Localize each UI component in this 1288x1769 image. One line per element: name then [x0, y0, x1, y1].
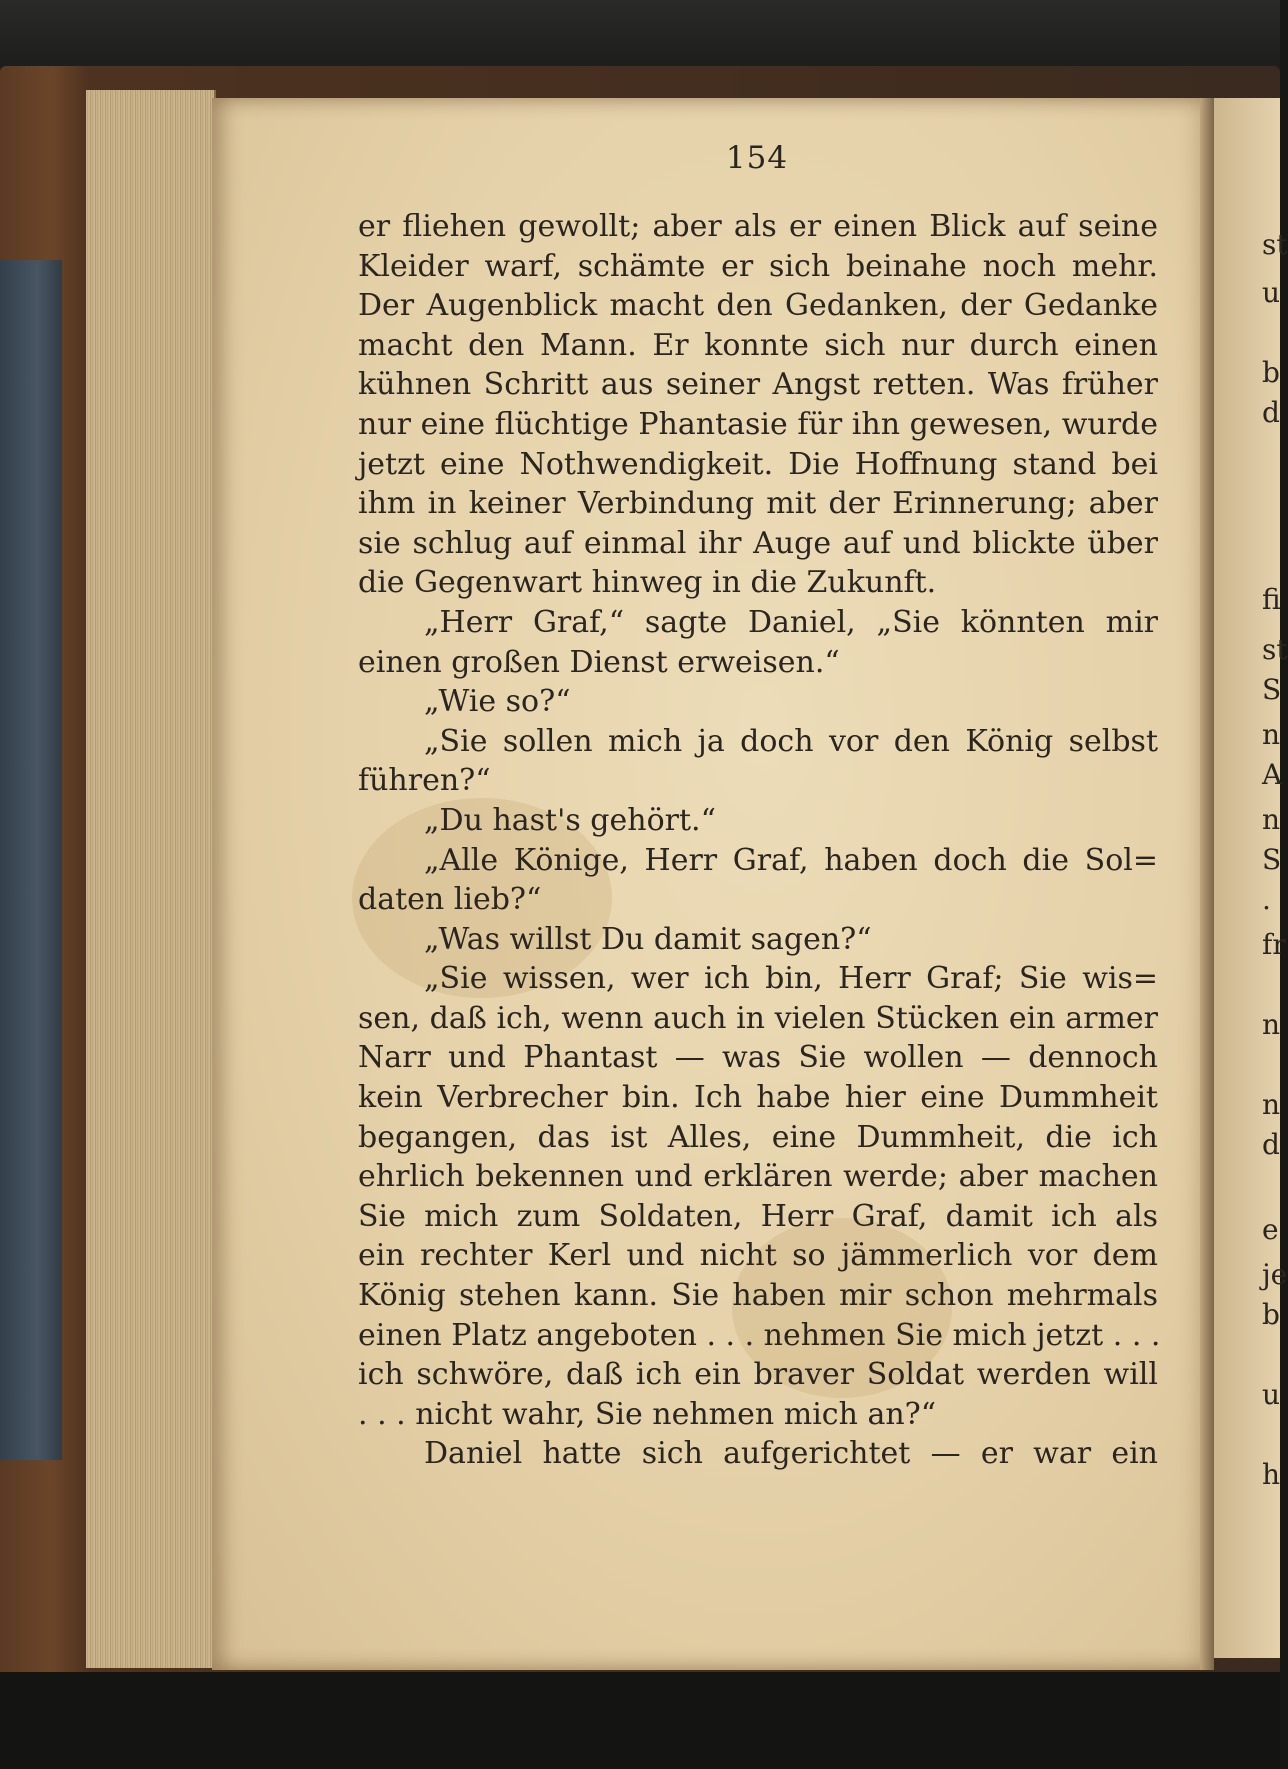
text-line: Sie mich zum Soldaten, Herr Graf, damit ich als: [358, 1198, 1158, 1234]
text-line: nur eine flüchtige Phantasie für ihn gewesen, wurde: [358, 406, 1158, 442]
right-page-fragment: u: [1262, 276, 1281, 309]
text-line: kein Verbrecher bin. Ich habe hier eine Dummheit: [358, 1080, 1158, 1116]
right-page-fragment: e: [1262, 1213, 1279, 1246]
text-line: „Wie so?“: [424, 684, 571, 720]
right-page-fragment: .: [1262, 883, 1271, 916]
right-page-fragment: d: [1262, 396, 1280, 429]
text-line: Daniel hatte sich aufgerichtet — er war ein: [424, 1436, 1158, 1472]
text-line: . . . nicht wahr, Sie nehmen mich an?“: [358, 1396, 937, 1432]
text-line: „Was willst Du damit sagen?“: [424, 921, 872, 957]
background-bottom: [0, 1672, 1280, 1769]
text-line: „Herr Graf,“ sagte Daniel, „Sie könnten mir: [424, 604, 1158, 640]
text-line: ein rechter Kerl und nicht so jämmerlich vor dem: [358, 1238, 1158, 1274]
page-edges: [86, 90, 216, 1668]
text-line: ich schwöre, daß ich ein braver Soldat werden will: [358, 1357, 1158, 1393]
right-page-fragment: h: [1262, 1458, 1281, 1491]
text-line: sie schlug auf einmal ihr Auge auf und blickte über: [358, 525, 1158, 561]
text-line: einen Platz angeboten . . . nehmen Sie mich jetzt . . .: [358, 1317, 1161, 1353]
right-page-fragment: n: [1262, 1088, 1281, 1121]
text-line: „Sie sollen mich ja doch vor den König selbst: [424, 723, 1158, 759]
book-gutter: [1200, 98, 1214, 1670]
text-line: Kleider warf, schämte er sich beinahe noch mehr.: [358, 248, 1158, 284]
right-page-fragment: b: [1262, 356, 1280, 389]
right-page-fragment: b: [1262, 1298, 1280, 1331]
text-line: macht den Mann. Er konnte sich nur durch einen: [358, 327, 1158, 363]
text-line: begangen, das ist Alles, eine Dummheit, die ich: [358, 1119, 1158, 1155]
text-line: einen großen Dienst erweisen.“: [358, 644, 840, 680]
text-line: die Gegenwart hinweg in die Zukunft.: [358, 565, 937, 601]
text-line: er fliehen gewollt; aber als er einen Blick auf seine: [358, 209, 1158, 244]
right-page-fragment: fi: [1262, 583, 1281, 616]
right-page-fragment: d: [1262, 1128, 1280, 1161]
right-page: [1214, 98, 1283, 1658]
text-line: kühnen Schritt aus seiner Angst retten. Was früher: [358, 367, 1158, 403]
text-line: „Sie wissen, wer ich bin, Herr Graf; Sie wis=: [424, 961, 1158, 997]
right-page-fragment: n: [1262, 1008, 1281, 1041]
right-page-fragment: n: [1262, 803, 1281, 836]
text-line: Narr und Phantast — was Sie wollen — dennoch: [358, 1040, 1158, 1076]
text-line: „Alle Könige, Herr Graf, haben doch die Sol=: [424, 842, 1158, 878]
right-page-fragment: S: [1262, 673, 1282, 706]
text-line: jetzt eine Nothwendigkeit. Die Hoffnung stand bei: [358, 446, 1158, 482]
right-page-fragment: je: [1262, 1258, 1288, 1291]
cover-cloth: [0, 260, 62, 1460]
text-line: führen?“: [358, 763, 491, 799]
right-page-fragment: fr: [1262, 928, 1286, 961]
text-line: sen, daß ich, wenn auch in vielen Stücken ein armer: [358, 1000, 1158, 1036]
text-line: ihm in keiner Verbindung mit der Erinnerung; aber: [358, 486, 1158, 522]
page-number: 154: [725, 140, 789, 176]
text-line: „Du hast's gehört.“: [424, 802, 716, 838]
right-page-fragment: u: [1262, 1378, 1281, 1411]
text-line: Der Augenblick macht den Gedanken, der Gedanke: [358, 288, 1158, 324]
text-line: daten lieb?“: [358, 882, 542, 918]
text-line: ehrlich bekennen und erklären werde; aber machen: [358, 1159, 1158, 1195]
right-page-fragment: st: [1262, 633, 1288, 666]
right-page-fragment: n: [1262, 718, 1281, 751]
body-text: [358, 207, 1161, 1474]
text-line: König stehen kann. Sie haben mir schon mehrmals: [358, 1278, 1158, 1314]
right-page-fragment: A: [1262, 758, 1283, 791]
right-page-fragment: S: [1262, 843, 1282, 876]
right-page-fragment: st: [1262, 228, 1288, 261]
